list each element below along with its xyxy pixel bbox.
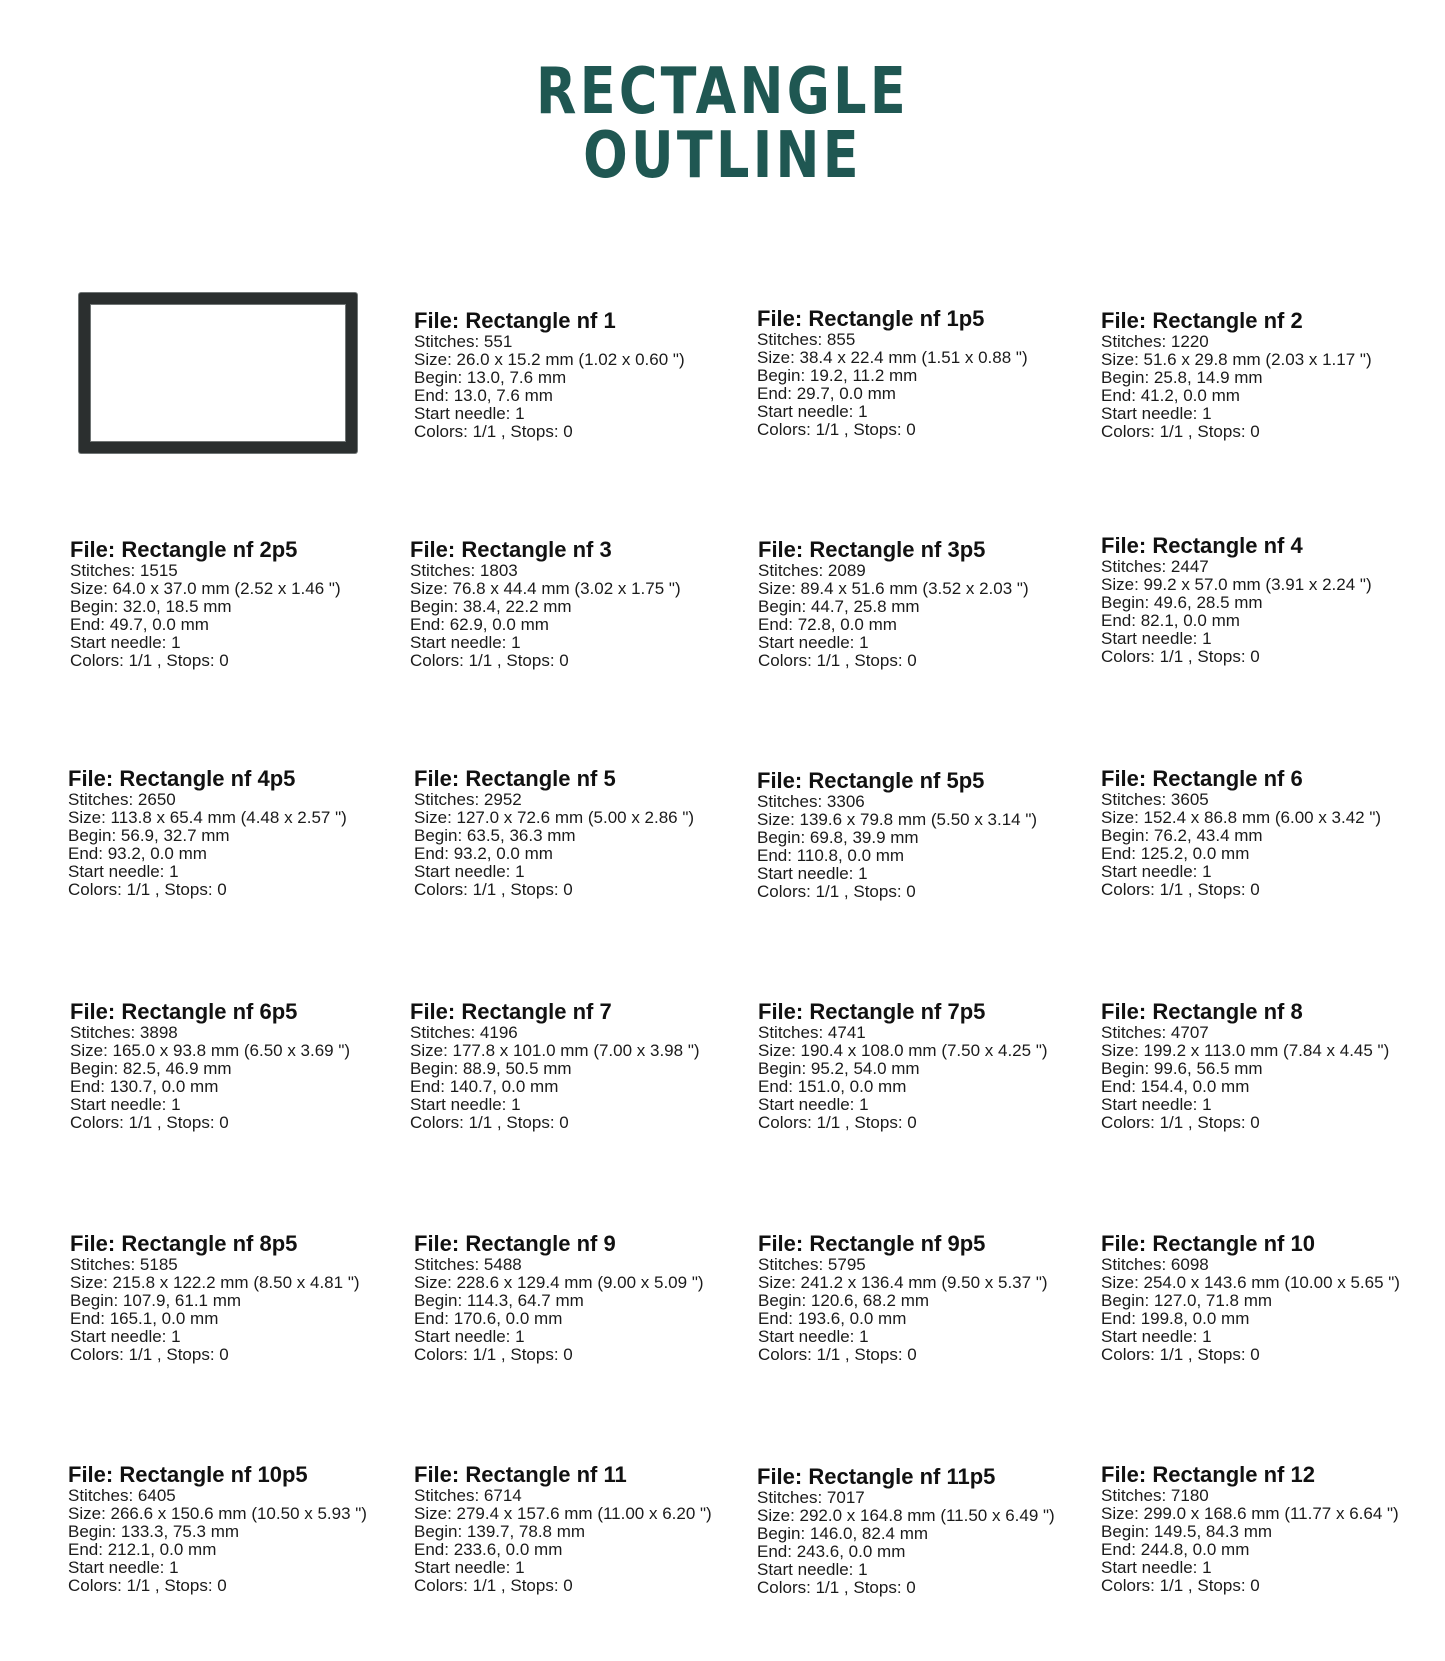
begin-line: Begin: 99.6, 56.5 mm — [1101, 1059, 1263, 1078]
file-name: File: Rectangle nf 3 — [410, 537, 612, 562]
file-info-block — [1101, 999, 1441, 1132]
file-info-block — [1101, 1462, 1441, 1595]
colors-stops-line: Colors: 1/1 , Stops: 0 — [1101, 422, 1260, 441]
stitches-line: Stitches: 4741 — [758, 1023, 866, 1042]
colors-stops-line: Colors: 1/1 , Stops: 0 — [1101, 880, 1260, 899]
start-needle-line: Start needle: 1 — [410, 633, 521, 652]
end-line: End: 140.7, 0.0 mm — [410, 1077, 559, 1096]
file-info-block — [70, 1231, 410, 1364]
size-line: Size: 76.8 x 44.4 mm (3.02 x 1.75 ") — [410, 579, 681, 598]
colors-stops-line: Colors: 1/1 , Stops: 0 — [1101, 1576, 1260, 1595]
begin-line: Begin: 19.2, 11.2 mm — [757, 366, 918, 385]
colors-stops-line: Colors: 1/1 , Stops: 0 — [757, 1578, 916, 1597]
file-info-block — [414, 1231, 754, 1364]
end-line: End: 170.6, 0.0 mm — [414, 1309, 563, 1328]
file-info-block — [1101, 1231, 1441, 1364]
file-name: File: Rectangle nf 8 — [1101, 999, 1303, 1024]
begin-line: Begin: 114.3, 64.7 mm — [414, 1291, 584, 1310]
end-line: End: 93.2, 0.0 mm — [68, 844, 207, 863]
colors-stops-line: Colors: 1/1 , Stops: 0 — [410, 651, 569, 670]
start-needle-line: Start needle: 1 — [1101, 862, 1212, 881]
colors-stops-line: Colors: 1/1 , Stops: 0 — [1101, 1113, 1260, 1132]
colors-stops-line: Colors: 1/1 , Stops: 0 — [414, 880, 573, 899]
stitches-line: Stitches: 4196 — [410, 1023, 518, 1042]
file-name: File: Rectangle nf 8p5 — [70, 1231, 298, 1256]
colors-stops-line: Colors: 1/1 , Stops: 0 — [70, 1345, 229, 1364]
size-line: Size: 165.0 x 93.8 mm (6.50 x 3.69 ") — [70, 1041, 351, 1060]
file-info-block — [1101, 308, 1441, 441]
start-needle-line: Start needle: 1 — [70, 1095, 181, 1114]
stitches-line: Stitches: 5185 — [70, 1255, 178, 1274]
size-line: Size: 99.2 x 57.0 mm (3.91 x 2.24 ") — [1101, 575, 1372, 594]
file-name: File: Rectangle nf 2 — [1101, 308, 1303, 333]
colors-stops-line: Colors: 1/1 , Stops: 0 — [414, 422, 573, 441]
file-name: File: Rectangle nf 12 — [1101, 1462, 1315, 1487]
file-info-block — [70, 999, 410, 1132]
file-name: File: Rectangle nf 1p5 — [757, 306, 985, 331]
file-info-block — [757, 1464, 1097, 1597]
begin-line: Begin: 95.2, 54.0 mm — [758, 1059, 920, 1078]
start-needle-line: Start needle: 1 — [1101, 1327, 1212, 1346]
file-info-block — [757, 306, 1097, 439]
size-line: Size: 292.0 x 164.8 mm (11.50 x 6.49 ") — [757, 1506, 1055, 1525]
end-line: End: 199.8, 0.0 mm — [1101, 1309, 1250, 1328]
start-needle-line: Start needle: 1 — [757, 1560, 868, 1579]
file-name: File: Rectangle nf 7 — [410, 999, 612, 1024]
start-needle-line: Start needle: 1 — [758, 1327, 869, 1346]
begin-line: Begin: 63.5, 36.3 mm — [414, 826, 576, 845]
file-name: File: Rectangle nf 5 — [414, 766, 616, 791]
begin-line: Begin: 133.3, 75.3 mm — [68, 1522, 240, 1541]
begin-line: Begin: 69.8, 39.9 mm — [757, 828, 919, 847]
size-line: Size: 190.4 x 108.0 mm (7.50 x 4.25 ") — [758, 1041, 1048, 1060]
size-line: Size: 152.4 x 86.8 mm (6.00 x 3.42 ") — [1101, 808, 1382, 827]
end-line: End: 154.4, 0.0 mm — [1101, 1077, 1250, 1096]
file-name: File: Rectangle nf 4 — [1101, 533, 1303, 558]
end-line: End: 233.6, 0.0 mm — [414, 1540, 563, 1559]
stitches-line: Stitches: 6714 — [414, 1486, 522, 1505]
file-info-block — [68, 766, 408, 899]
size-line: Size: 38.4 x 22.4 mm (1.51 x 0.88 ") — [757, 348, 1028, 367]
start-needle-line: Start needle: 1 — [70, 1327, 181, 1346]
stitches-line: Stitches: 1803 — [410, 561, 518, 580]
colors-stops-line: Colors: 1/1 , Stops: 0 — [758, 1345, 917, 1364]
begin-line: Begin: 127.0, 71.8 mm — [1101, 1291, 1273, 1310]
end-line: End: 165.1, 0.0 mm — [70, 1309, 219, 1328]
begin-line: Begin: 49.6, 28.5 mm — [1101, 593, 1263, 612]
colors-stops-line: Colors: 1/1 , Stops: 0 — [757, 420, 916, 439]
colors-stops-line: Colors: 1/1 , Stops: 0 — [758, 651, 917, 670]
begin-line: Begin: 76.2, 43.4 mm — [1101, 826, 1263, 845]
file-info-block — [414, 766, 754, 899]
size-line: Size: 89.4 x 51.6 mm (3.52 x 2.03 ") — [758, 579, 1029, 598]
begin-line: Begin: 149.5, 84.3 mm — [1101, 1522, 1273, 1541]
stitches-line: Stitches: 5795 — [758, 1255, 866, 1274]
size-line: Size: 64.0 x 37.0 mm (2.52 x 1.46 ") — [70, 579, 341, 598]
colors-stops-line: Colors: 1/1 , Stops: 0 — [758, 1113, 917, 1132]
start-needle-line: Start needle: 1 — [414, 404, 525, 423]
start-needle-line: Start needle: 1 — [757, 402, 868, 421]
end-line: End: 125.2, 0.0 mm — [1101, 844, 1250, 863]
stitches-line: Stitches: 2952 — [414, 790, 522, 809]
end-line: End: 13.0, 7.6 mm — [414, 386, 553, 405]
begin-line: Begin: 25.8, 14.9 mm — [1101, 368, 1263, 387]
start-needle-line: Start needle: 1 — [1101, 1095, 1212, 1114]
colors-stops-line: Colors: 1/1 , Stops: 0 — [757, 882, 916, 901]
colors-stops-line: Colors: 1/1 , Stops: 0 — [68, 1576, 227, 1595]
stitches-line: Stitches: 3306 — [757, 792, 865, 811]
size-line: Size: 279.4 x 157.6 mm (11.00 x 6.20 ") — [414, 1504, 712, 1523]
begin-line: Begin: 56.9, 32.7 mm — [68, 826, 230, 845]
size-line: Size: 139.6 x 79.8 mm (5.50 x 3.14 ") — [757, 810, 1038, 829]
file-name: File: Rectangle nf 5p5 — [757, 768, 985, 793]
file-name: File: Rectangle nf 7p5 — [758, 999, 986, 1024]
stitches-line: Stitches: 1515 — [70, 561, 178, 580]
begin-line: Begin: 13.0, 7.6 mm — [414, 368, 567, 387]
file-name: File: Rectangle nf 10p5 — [68, 1462, 308, 1487]
end-line: End: 212.1, 0.0 mm — [68, 1540, 217, 1559]
file-info-block — [1101, 766, 1441, 899]
stitches-line: Stitches: 5488 — [414, 1255, 522, 1274]
file-info-block — [410, 537, 750, 670]
begin-line: Begin: 146.0, 82.4 mm — [757, 1524, 929, 1543]
file-name: File: Rectangle nf 11p5 — [757, 1464, 996, 1489]
stitches-line: Stitches: 4707 — [1101, 1023, 1209, 1042]
stitches-line: Stitches: 1220 — [1101, 332, 1209, 351]
start-needle-line: Start needle: 1 — [758, 633, 869, 652]
end-line: End: 193.6, 0.0 mm — [758, 1309, 907, 1328]
end-line: End: 244.8, 0.0 mm — [1101, 1540, 1250, 1559]
file-info-block — [1101, 533, 1441, 666]
colors-stops-line: Colors: 1/1 , Stops: 0 — [70, 651, 229, 670]
colors-stops-line: Colors: 1/1 , Stops: 0 — [68, 880, 227, 899]
start-needle-line: Start needle: 1 — [1101, 404, 1212, 423]
size-line: Size: 266.6 x 150.6 mm (10.50 x 5.93 ") — [68, 1504, 367, 1523]
stitches-line: Stitches: 551 — [414, 332, 513, 351]
stitches-line: Stitches: 7017 — [757, 1488, 865, 1507]
file-info-block — [410, 999, 750, 1132]
page-title-line-1: RECTANGLE — [536, 55, 909, 129]
start-needle-line: Start needle: 1 — [414, 1327, 525, 1346]
start-needle-line: Start needle: 1 — [758, 1095, 869, 1114]
stitches-line: Stitches: 3605 — [1101, 790, 1209, 809]
file-info-block — [758, 537, 1098, 670]
file-name: File: Rectangle nf 3p5 — [758, 537, 986, 562]
colors-stops-line: Colors: 1/1 , Stops: 0 — [1101, 1345, 1260, 1364]
file-name: File: Rectangle nf 4p5 — [68, 766, 296, 791]
stitches-line: Stitches: 2089 — [758, 561, 866, 580]
begin-line: Begin: 44.7, 25.8 mm — [758, 597, 920, 616]
file-info-block — [414, 1462, 754, 1595]
begin-line: Begin: 88.9, 50.5 mm — [410, 1059, 572, 1078]
file-name: File: Rectangle nf 9p5 — [758, 1231, 986, 1256]
start-needle-line: Start needle: 1 — [414, 862, 525, 881]
page-title — [130, 55, 1315, 193]
file-name: File: Rectangle nf 2p5 — [70, 537, 298, 562]
stitches-line: Stitches: 2650 — [68, 790, 176, 809]
begin-line: Begin: 139.7, 78.8 mm — [414, 1522, 586, 1541]
end-line: End: 82.1, 0.0 mm — [1101, 611, 1240, 630]
end-line: End: 29.7, 0.0 mm — [757, 384, 896, 403]
stitches-line: Stitches: 6098 — [1101, 1255, 1209, 1274]
begin-line: Begin: 82.5, 46.9 mm — [70, 1059, 232, 1078]
rectangle-outline-preview-icon — [79, 293, 357, 453]
colors-stops-line: Colors: 1/1 , Stops: 0 — [410, 1113, 569, 1132]
file-name: File: Rectangle nf 1 — [414, 308, 616, 333]
stitches-line: Stitches: 6405 — [68, 1486, 176, 1505]
file-info-block — [68, 1462, 408, 1595]
end-line: End: 130.7, 0.0 mm — [70, 1077, 219, 1096]
end-line: End: 151.0, 0.0 mm — [758, 1077, 907, 1096]
size-line: Size: 215.8 x 122.2 mm (8.50 x 4.81 ") — [70, 1273, 360, 1292]
size-line: Size: 177.8 x 101.0 mm (7.00 x 3.98 ") — [410, 1041, 700, 1060]
end-line: End: 62.9, 0.0 mm — [410, 615, 549, 634]
file-info-block — [757, 768, 1097, 901]
file-info-block — [414, 308, 754, 441]
size-line: Size: 113.8 x 65.4 mm (4.48 x 2.57 ") — [68, 808, 347, 827]
colors-stops-line: Colors: 1/1 , Stops: 0 — [1101, 647, 1260, 666]
stitches-line: Stitches: 3898 — [70, 1023, 178, 1042]
file-name: File: Rectangle nf 6p5 — [70, 999, 298, 1024]
file-name: File: Rectangle nf 9 — [414, 1231, 616, 1256]
end-line: End: 41.2, 0.0 mm — [1101, 386, 1240, 405]
size-line: Size: 228.6 x 129.4 mm (9.00 x 5.09 ") — [414, 1273, 704, 1292]
size-line: Size: 26.0 x 15.2 mm (1.02 x 0.60 ") — [414, 350, 685, 369]
file-name: File: Rectangle nf 10 — [1101, 1231, 1315, 1256]
end-line: End: 110.8, 0.0 mm — [757, 846, 905, 865]
stitches-line: Stitches: 2447 — [1101, 557, 1209, 576]
colors-stops-line: Colors: 1/1 , Stops: 0 — [70, 1113, 229, 1132]
start-needle-line: Start needle: 1 — [757, 864, 868, 883]
begin-line: Begin: 107.9, 61.1 mm — [70, 1291, 242, 1310]
start-needle-line: Start needle: 1 — [414, 1558, 525, 1577]
start-needle-line: Start needle: 1 — [68, 1558, 179, 1577]
stitches-line: Stitches: 7180 — [1101, 1486, 1209, 1505]
end-line: End: 72.8, 0.0 mm — [758, 615, 897, 634]
begin-line: Begin: 32.0, 18.5 mm — [70, 597, 232, 616]
size-line: Size: 299.0 x 168.6 mm (11.77 x 6.64 ") — [1101, 1504, 1399, 1523]
size-line: Size: 254.0 x 143.6 mm (10.00 x 5.65 ") — [1101, 1273, 1400, 1292]
start-needle-line: Start needle: 1 — [410, 1095, 521, 1114]
file-info-block — [758, 1231, 1098, 1364]
colors-stops-line: Colors: 1/1 , Stops: 0 — [414, 1576, 573, 1595]
file-info-block — [70, 537, 410, 670]
start-needle-line: Start needle: 1 — [1101, 1558, 1212, 1577]
begin-line: Begin: 38.4, 22.2 mm — [410, 597, 572, 616]
end-line: End: 49.7, 0.0 mm — [70, 615, 209, 634]
end-line: End: 93.2, 0.0 mm — [414, 844, 553, 863]
end-line: End: 243.6, 0.0 mm — [757, 1542, 906, 1561]
colors-stops-line: Colors: 1/1 , Stops: 0 — [414, 1345, 573, 1364]
size-line: Size: 51.6 x 29.8 mm (2.03 x 1.17 ") — [1101, 350, 1372, 369]
file-name: File: Rectangle nf 11 — [414, 1462, 627, 1487]
stitches-line: Stitches: 855 — [757, 330, 856, 349]
file-name: File: Rectangle nf 6 — [1101, 766, 1303, 791]
start-needle-line: Start needle: 1 — [68, 862, 179, 881]
begin-line: Begin: 120.6, 68.2 mm — [758, 1291, 930, 1310]
start-needle-line: Start needle: 1 — [70, 633, 181, 652]
page-title-line-2: OUTLINE — [583, 119, 862, 193]
size-line: Size: 199.2 x 113.0 mm (7.84 x 4.45 ") — [1101, 1041, 1390, 1060]
file-info-block — [758, 999, 1098, 1132]
size-line: Size: 127.0 x 72.6 mm (5.00 x 2.86 ") — [414, 808, 695, 827]
start-needle-line: Start needle: 1 — [1101, 629, 1212, 648]
size-line: Size: 241.2 x 136.4 mm (9.50 x 5.37 ") — [758, 1273, 1048, 1292]
